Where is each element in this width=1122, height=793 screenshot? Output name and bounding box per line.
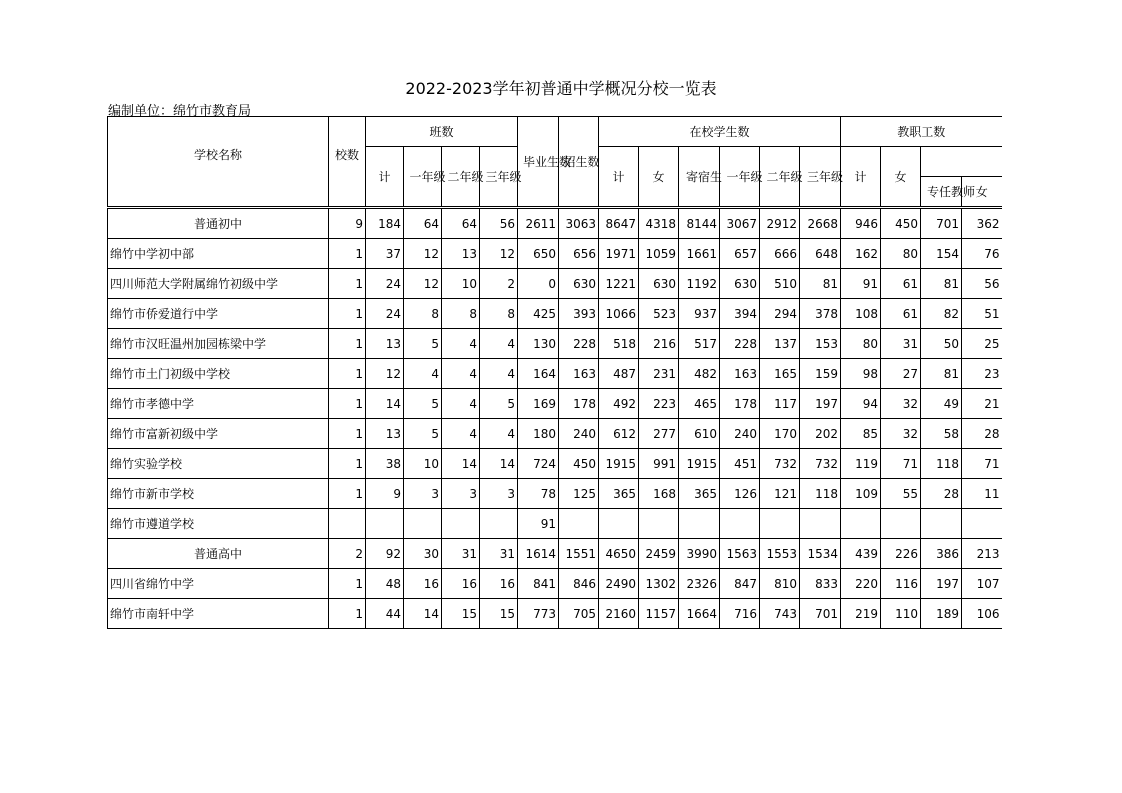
- value-cell: 0: [518, 269, 559, 299]
- value-cell: 5: [404, 389, 442, 419]
- value-cell: 32: [881, 389, 921, 419]
- header-staff: 教职工数: [841, 117, 1002, 147]
- value-cell: 31: [480, 539, 518, 569]
- value-cell: 154: [921, 239, 962, 269]
- school-name-cell: 四川师范大学附属绵竹初级中学: [108, 269, 329, 299]
- value-cell: [366, 509, 404, 539]
- table-row: [108, 209, 1002, 239]
- value-cell: 64: [404, 209, 442, 239]
- value-cell: 4: [442, 329, 480, 359]
- value-cell: 386: [921, 539, 962, 569]
- value-cell: 523: [639, 299, 679, 329]
- value-cell: 701: [921, 209, 962, 239]
- value-cell: 92: [366, 539, 404, 569]
- value-cell: 16: [480, 569, 518, 599]
- value-cell: 178: [559, 389, 599, 419]
- value-cell: 4: [404, 359, 442, 389]
- value-cell: 5: [404, 329, 442, 359]
- value-cell: 510: [760, 269, 800, 299]
- value-cell: 109: [841, 479, 881, 509]
- value-cell: 165: [760, 359, 800, 389]
- value-cell: 76: [962, 239, 1002, 269]
- value-cell: 365: [679, 479, 720, 509]
- school-name-cell: 普通高中: [108, 539, 329, 569]
- value-cell: 492: [599, 389, 639, 419]
- value-cell: 8144: [679, 209, 720, 239]
- school-name-cell: 绵竹市南轩中学: [108, 599, 329, 629]
- header-graduates: 毕业生数: [518, 117, 559, 207]
- value-cell: 657: [720, 239, 760, 269]
- value-cell: [921, 509, 962, 539]
- value-cell: 1915: [599, 449, 639, 479]
- value-cell: 202: [800, 419, 841, 449]
- value-cell: 394: [720, 299, 760, 329]
- value-cell: 1066: [599, 299, 639, 329]
- value-cell: 3063: [559, 209, 599, 239]
- value-cell: 28: [962, 419, 1002, 449]
- value-cell: 163: [559, 359, 599, 389]
- value-cell: 117: [760, 389, 800, 419]
- value-cell: 5: [480, 389, 518, 419]
- value-cell: 3: [480, 479, 518, 509]
- value-cell: 81: [921, 359, 962, 389]
- value-cell: 9: [329, 209, 366, 239]
- header-staff-female: 女: [881, 147, 921, 207]
- value-cell: 648: [800, 239, 841, 269]
- value-cell: [720, 509, 760, 539]
- value-cell: 773: [518, 599, 559, 629]
- value-cell: 71: [962, 449, 1002, 479]
- value-cell: 4: [480, 329, 518, 359]
- value-cell: 153: [800, 329, 841, 359]
- value-cell: 2611: [518, 209, 559, 239]
- value-cell: 4650: [599, 539, 639, 569]
- value-cell: 847: [720, 569, 760, 599]
- value-cell: 8: [404, 299, 442, 329]
- value-cell: 30: [404, 539, 442, 569]
- value-cell: 1221: [599, 269, 639, 299]
- value-cell: 197: [800, 389, 841, 419]
- value-cell: 189: [921, 599, 962, 629]
- school-name-cell: 绵竹市汉旺温州加园栋梁中学: [108, 329, 329, 359]
- value-cell: 8647: [599, 209, 639, 239]
- value-cell: 724: [518, 449, 559, 479]
- header-students: 在校学生数: [599, 117, 841, 147]
- table-row: [108, 509, 1002, 539]
- school-name-cell: 绵竹市富新初级中学: [108, 419, 329, 449]
- value-cell: 294: [760, 299, 800, 329]
- value-cell: 630: [639, 269, 679, 299]
- value-cell: 228: [559, 329, 599, 359]
- value-cell: 58: [921, 419, 962, 449]
- value-cell: 85: [841, 419, 881, 449]
- value-cell: 12: [404, 269, 442, 299]
- value-cell: 116: [881, 569, 921, 599]
- value-cell: 126: [720, 479, 760, 509]
- value-cell: 833: [800, 569, 841, 599]
- header-stu-total: 计: [599, 147, 639, 207]
- value-cell: 841: [518, 569, 559, 599]
- value-cell: 25: [962, 329, 1002, 359]
- value-cell: 4: [480, 359, 518, 389]
- header-stu-female: 女: [639, 147, 679, 207]
- value-cell: 450: [559, 449, 599, 479]
- value-cell: 13: [366, 329, 404, 359]
- value-cell: 61: [881, 299, 921, 329]
- school-name-cell: 绵竹市遵道学校: [108, 509, 329, 539]
- value-cell: 80: [881, 239, 921, 269]
- value-cell: 24: [366, 299, 404, 329]
- table-row: [108, 479, 1002, 509]
- school-name-cell: 绵竹市土门初级中学校: [108, 359, 329, 389]
- value-cell: 2668: [800, 209, 841, 239]
- value-cell: 24: [366, 269, 404, 299]
- header-stu-grade2: 二年级: [760, 147, 800, 207]
- table-row: [108, 269, 1002, 299]
- value-cell: 55: [881, 479, 921, 509]
- value-cell: 1157: [639, 599, 679, 629]
- value-cell: 159: [800, 359, 841, 389]
- table-row: [108, 569, 1002, 599]
- value-cell: 16: [442, 569, 480, 599]
- value-cell: 240: [720, 419, 760, 449]
- value-cell: 56: [962, 269, 1002, 299]
- value-cell: 2326: [679, 569, 720, 599]
- value-cell: 1: [329, 359, 366, 389]
- value-cell: 163: [720, 359, 760, 389]
- value-cell: 71: [881, 449, 921, 479]
- value-cell: 630: [559, 269, 599, 299]
- value-cell: [962, 509, 1002, 539]
- value-cell: 15: [442, 599, 480, 629]
- value-cell: 9: [366, 479, 404, 509]
- header-school-count: 校数: [329, 117, 366, 207]
- value-cell: 1664: [679, 599, 720, 629]
- value-cell: 732: [760, 449, 800, 479]
- value-cell: 4318: [639, 209, 679, 239]
- value-cell: 2912: [760, 209, 800, 239]
- value-cell: [639, 509, 679, 539]
- header-stu-grade1: 一年级: [720, 147, 760, 207]
- value-cell: 119: [841, 449, 881, 479]
- value-cell: 168: [639, 479, 679, 509]
- value-cell: 2490: [599, 569, 639, 599]
- value-cell: 110: [881, 599, 921, 629]
- value-cell: 450: [881, 209, 921, 239]
- value-cell: 231: [639, 359, 679, 389]
- value-cell: 650: [518, 239, 559, 269]
- value-cell: 8: [442, 299, 480, 329]
- value-cell: 15: [480, 599, 518, 629]
- value-cell: 743: [760, 599, 800, 629]
- value-cell: 91: [518, 509, 559, 539]
- table-row: [108, 539, 1002, 569]
- value-cell: 197: [921, 569, 962, 599]
- value-cell: 78: [518, 479, 559, 509]
- value-cell: 4: [442, 419, 480, 449]
- value-cell: 31: [442, 539, 480, 569]
- table-row: [108, 419, 1002, 449]
- value-cell: 705: [559, 599, 599, 629]
- value-cell: 439: [841, 539, 881, 569]
- value-cell: 701: [800, 599, 841, 629]
- value-cell: 91: [841, 269, 881, 299]
- school-name-cell: 绵竹市侨爱道行中学: [108, 299, 329, 329]
- value-cell: 378: [800, 299, 841, 329]
- value-cell: 1: [329, 299, 366, 329]
- value-cell: 846: [559, 569, 599, 599]
- value-cell: 4: [480, 419, 518, 449]
- value-cell: 1551: [559, 539, 599, 569]
- header-stu-boarding: 寄宿生: [679, 147, 720, 207]
- value-cell: 3990: [679, 539, 720, 569]
- value-cell: 178: [720, 389, 760, 419]
- value-cell: 451: [720, 449, 760, 479]
- value-cell: 108: [841, 299, 881, 329]
- value-cell: 64: [442, 209, 480, 239]
- value-cell: 12: [366, 359, 404, 389]
- value-cell: 12: [480, 239, 518, 269]
- value-cell: 937: [679, 299, 720, 329]
- value-cell: [800, 509, 841, 539]
- table-row: [108, 299, 1002, 329]
- compiling-unit: 编制单位：绵竹市教育局: [108, 104, 252, 119]
- value-cell: 1: [329, 599, 366, 629]
- value-cell: 240: [559, 419, 599, 449]
- value-cell: 2459: [639, 539, 679, 569]
- value-cell: 610: [679, 419, 720, 449]
- value-cell: 16: [404, 569, 442, 599]
- value-cell: 121: [760, 479, 800, 509]
- value-cell: 10: [404, 449, 442, 479]
- value-cell: 810: [760, 569, 800, 599]
- value-cell: [442, 509, 480, 539]
- header-stu-grade3: 三年级: [800, 147, 841, 207]
- value-cell: 56: [480, 209, 518, 239]
- school-name-cell: 普通初中: [108, 209, 329, 239]
- value-cell: 716: [720, 599, 760, 629]
- header-enrollment: 招生数: [559, 117, 599, 207]
- value-cell: 213: [962, 539, 1002, 569]
- value-cell: 1: [329, 419, 366, 449]
- value-cell: 1971: [599, 239, 639, 269]
- value-cell: 226: [881, 539, 921, 569]
- header-grade3: 三年级: [480, 147, 518, 207]
- value-cell: 223: [639, 389, 679, 419]
- value-cell: 517: [679, 329, 720, 359]
- value-cell: 465: [679, 389, 720, 419]
- value-cell: 14: [404, 599, 442, 629]
- value-cell: 11: [962, 479, 1002, 509]
- value-cell: 38: [366, 449, 404, 479]
- value-cell: 3: [442, 479, 480, 509]
- value-cell: 3: [404, 479, 442, 509]
- school-name-cell: 绵竹实验学校: [108, 449, 329, 479]
- value-cell: 656: [559, 239, 599, 269]
- value-cell: 1661: [679, 239, 720, 269]
- value-cell: 5: [404, 419, 442, 449]
- school-name-cell: 绵竹中学初中部: [108, 239, 329, 269]
- header-grade2: 二年级: [442, 147, 480, 207]
- value-cell: 1: [329, 449, 366, 479]
- value-cell: 1192: [679, 269, 720, 299]
- value-cell: 169: [518, 389, 559, 419]
- value-cell: 216: [639, 329, 679, 359]
- value-cell: 27: [881, 359, 921, 389]
- value-cell: 49: [921, 389, 962, 419]
- table-header: [108, 117, 1002, 209]
- value-cell: [329, 509, 366, 539]
- table-row: [108, 239, 1002, 269]
- value-cell: 184: [366, 209, 404, 239]
- value-cell: 1553: [760, 539, 800, 569]
- table-row: [108, 449, 1002, 479]
- value-cell: 118: [800, 479, 841, 509]
- value-cell: 13: [366, 419, 404, 449]
- value-cell: 487: [599, 359, 639, 389]
- header-classes: 班数: [366, 117, 518, 147]
- header-teachers-group: [921, 147, 1002, 177]
- value-cell: 2: [329, 539, 366, 569]
- value-cell: 277: [639, 419, 679, 449]
- value-cell: 518: [599, 329, 639, 359]
- value-cell: 130: [518, 329, 559, 359]
- value-cell: 1: [329, 239, 366, 269]
- value-cell: 37: [366, 239, 404, 269]
- value-cell: 666: [760, 239, 800, 269]
- value-cell: 98: [841, 359, 881, 389]
- value-cell: 23: [962, 359, 1002, 389]
- value-cell: 1614: [518, 539, 559, 569]
- value-cell: 81: [800, 269, 841, 299]
- value-cell: 4: [442, 389, 480, 419]
- school-overview-table: [107, 116, 1002, 629]
- value-cell: 12: [404, 239, 442, 269]
- value-cell: 1: [329, 569, 366, 599]
- value-cell: 2: [480, 269, 518, 299]
- value-cell: 630: [720, 269, 760, 299]
- value-cell: 3067: [720, 209, 760, 239]
- school-name-cell: 四川省绵竹中学: [108, 569, 329, 599]
- value-cell: 1: [329, 479, 366, 509]
- value-cell: 80: [841, 329, 881, 359]
- value-cell: 2160: [599, 599, 639, 629]
- header-grade1: 一年级: [404, 147, 442, 207]
- value-cell: 106: [962, 599, 1002, 629]
- value-cell: [841, 509, 881, 539]
- value-cell: 991: [639, 449, 679, 479]
- value-cell: [559, 509, 599, 539]
- value-cell: 393: [559, 299, 599, 329]
- value-cell: 1: [329, 269, 366, 299]
- value-cell: 14: [480, 449, 518, 479]
- value-cell: 425: [518, 299, 559, 329]
- value-cell: 10: [442, 269, 480, 299]
- school-name-cell: 绵竹市新市学校: [108, 479, 329, 509]
- value-cell: [599, 509, 639, 539]
- value-cell: 1302: [639, 569, 679, 599]
- value-cell: 50: [921, 329, 962, 359]
- table-row: [108, 329, 1002, 359]
- value-cell: 125: [559, 479, 599, 509]
- value-cell: 14: [442, 449, 480, 479]
- value-cell: 28: [921, 479, 962, 509]
- value-cell: 1915: [679, 449, 720, 479]
- value-cell: 1: [329, 329, 366, 359]
- header-school-name: 学校名称: [108, 117, 329, 207]
- header-class-total: 计: [366, 147, 404, 207]
- value-cell: 48: [366, 569, 404, 599]
- value-cell: 482: [679, 359, 720, 389]
- value-cell: 81: [921, 269, 962, 299]
- value-cell: 362: [962, 209, 1002, 239]
- value-cell: 51: [962, 299, 1002, 329]
- value-cell: 732: [800, 449, 841, 479]
- value-cell: 365: [599, 479, 639, 509]
- value-cell: 107: [962, 569, 1002, 599]
- value-cell: 1059: [639, 239, 679, 269]
- table-row: [108, 359, 1002, 389]
- value-cell: 612: [599, 419, 639, 449]
- value-cell: 118: [921, 449, 962, 479]
- value-cell: 1534: [800, 539, 841, 569]
- table-row: [108, 599, 1002, 629]
- value-cell: 8: [480, 299, 518, 329]
- header-staff-total: 计: [841, 147, 881, 207]
- value-cell: 219: [841, 599, 881, 629]
- value-cell: [881, 509, 921, 539]
- value-cell: 14: [366, 389, 404, 419]
- header-teachers-female: 女: [962, 177, 1002, 207]
- table-body: [108, 209, 1002, 629]
- value-cell: 170: [760, 419, 800, 449]
- value-cell: 180: [518, 419, 559, 449]
- page-title: 2022-2023学年初普通中学概况分校一览表: [405, 79, 717, 98]
- value-cell: 13: [442, 239, 480, 269]
- value-cell: 228: [720, 329, 760, 359]
- table-row: [108, 389, 1002, 419]
- value-cell: [404, 509, 442, 539]
- value-cell: 164: [518, 359, 559, 389]
- value-cell: 946: [841, 209, 881, 239]
- value-cell: [760, 509, 800, 539]
- value-cell: 21: [962, 389, 1002, 419]
- value-cell: 137: [760, 329, 800, 359]
- value-cell: 162: [841, 239, 881, 269]
- value-cell: 94: [841, 389, 881, 419]
- school-name-cell: 绵竹市孝德中学: [108, 389, 329, 419]
- value-cell: 1563: [720, 539, 760, 569]
- value-cell: 32: [881, 419, 921, 449]
- value-cell: [679, 509, 720, 539]
- value-cell: 4: [442, 359, 480, 389]
- value-cell: [480, 509, 518, 539]
- value-cell: 1: [329, 389, 366, 419]
- header-teachers: 专任教师: [921, 177, 962, 207]
- value-cell: 31: [881, 329, 921, 359]
- value-cell: 61: [881, 269, 921, 299]
- value-cell: 44: [366, 599, 404, 629]
- value-cell: 220: [841, 569, 881, 599]
- value-cell: 82: [921, 299, 962, 329]
